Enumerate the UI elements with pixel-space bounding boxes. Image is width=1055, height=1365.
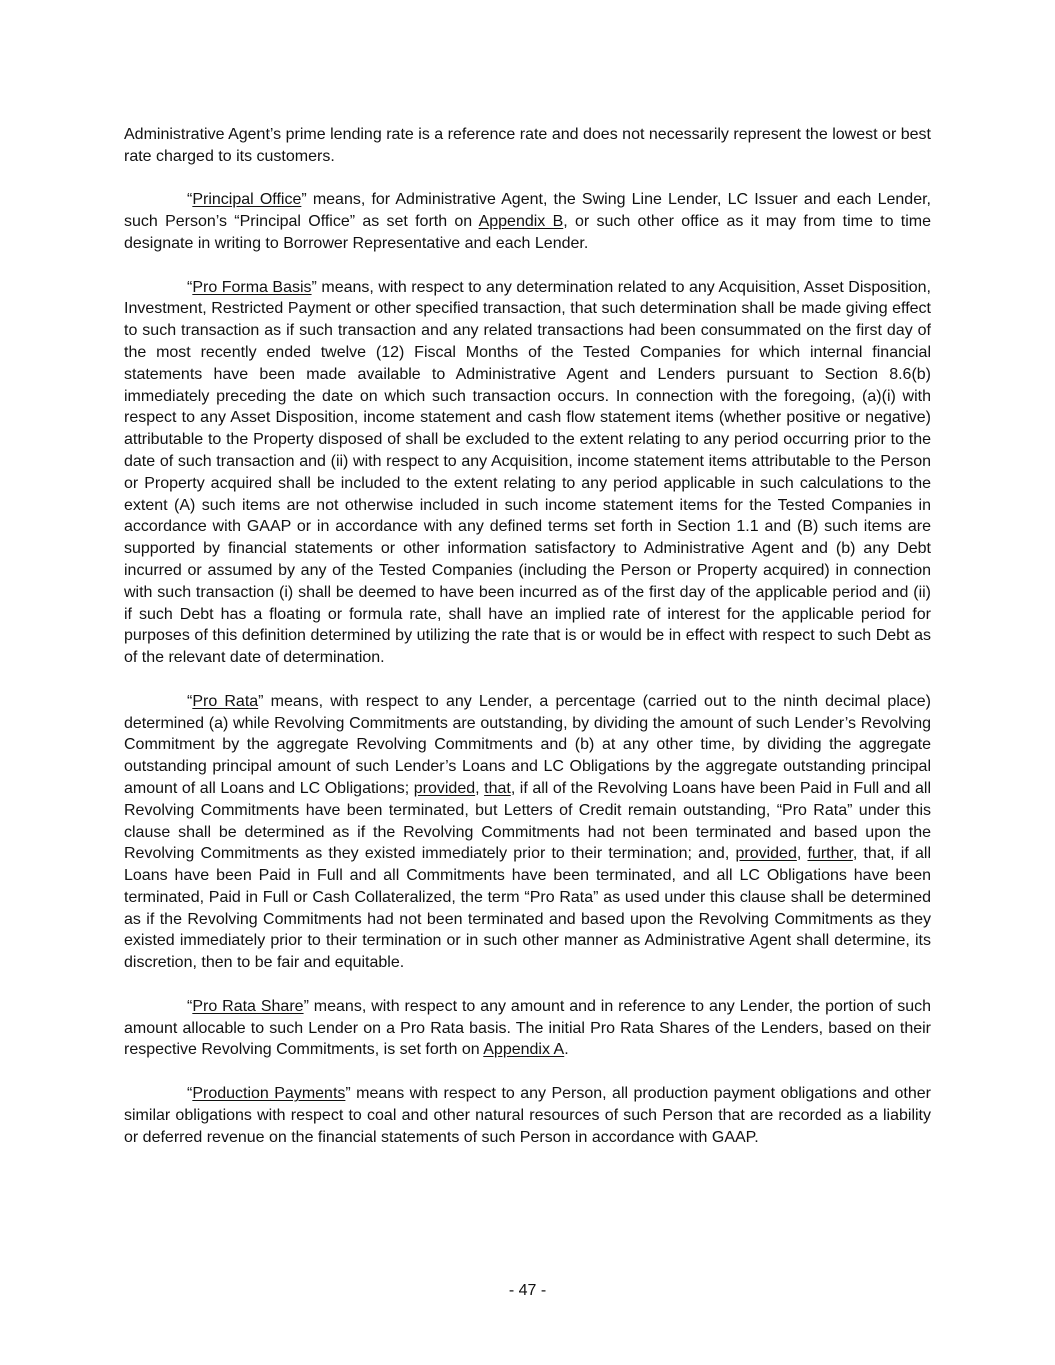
proviso-that: that (484, 779, 511, 797)
open-quote: “ (187, 1085, 193, 1103)
separator: , (475, 779, 485, 797)
defined-term-pro-rata: Pro Rata (192, 692, 259, 710)
defined-term-production-payments: Production Payments (192, 1085, 346, 1103)
definition-production-payments (124, 1083, 931, 1148)
definition-text: . (564, 1041, 569, 1059)
definition-text: ” means, with respect to any determination related to any Acquisition, Asset Disposition, Investment, Restricted Payment or other specified transaction, that such determination shall be made giving effect to such transaction as if such transaction and any related transactions had been consummated on the first day of the most recently ended twelve (12) Fiscal Months of the Tested Companies for which internal financial statements have been made available to Administrative Agent and Lenders pursuant to Section 8.6(b) immediately preceding the date on which such transaction occurs. In connection with the foregoing, (a)(i) with respect to any Asset Disposition, income statement and cash flow statement items (whether positive or negative) attributable to the Property disposed of shall be excluded to the extent relating to any period occurring prior to the date of such transaction and (ii) with respect to any Acquisition, income statement items attributable to the Person or Property acquired shall be included to the extent relating to any period applicable in such calculations to the extent (A) such items are not otherwise included in such income statement items for the Tested Companies in accordance with GAAP or in accordance with any defined terms set forth in Section 1.1 and (B) such items are supported by financial statements or other information satisfactory to Administrative Agent and (b) any Debt incurred or assumed by any of the Tested Companies (including the Person or Property acquired) in connection with such transaction (i) shall be deemed to have been incurred as of the first day of the applicable period and (ii) if such Debt has a floating or formula rate, shall have an implied rate of interest for the applicable period for purposes of this definition determined by utilizing the rate that is or would be in effect with respect to such Debt as of the relevant date of determination. (124, 278, 931, 667)
definition-pro-rata-share (124, 996, 931, 1061)
definition-text: , or such other office as it may from time to time designate in writing to Borrower Representative and each Lender. (124, 213, 931, 252)
open-quote: “ (187, 278, 193, 296)
definition-principal-office (124, 189, 931, 254)
proviso-provided: provided (413, 779, 476, 797)
appendix-a-reference: Appendix A (483, 1041, 565, 1059)
definition-text: ” means, for Administrative Agent, the Swing Line Lender, LC Issuer and each Lender, such Person’s “Principal Office” as set forth on (124, 191, 931, 231)
definition-text: , that, if all Loans have been Paid in Full and all Commitments have been terminated, and all LC Obligations have been terminated, Paid in Full or Cash Collateralized, the term “Pro Rata” as used under this clause shall be determined as if the Revolving Commitments had not been terminated and based upon the Revolving Commitments as they existed immediately prior to their termination or in such other manner as Administrative Agent shall determine, its discretion, then to be fair and equitable. (124, 845, 932, 972)
appendix-b-reference: Appendix B (478, 213, 564, 231)
defined-term-principal-office: Principal Office (192, 191, 302, 209)
definition-text: ” means, with respect to any amount and in reference to any Lender, the portion of such amount allocable to such Lender on a Pro Rata basis. The initial Pro Rata Shares of the Lenders, based on their respective Revolving Commitments, is set forth on (124, 997, 932, 1059)
intro-text: Administrative Agent’s prime lending rate is a reference rate and does not necessarily represent the lowest or best rate charged to its customers. (124, 126, 931, 165)
proviso-further: further (807, 845, 853, 863)
definition-text: , if all of the Revolving Loans have been Paid in Full and all Revolving Commitments have been terminated, but Letters of Credit remain outstanding, “Pro Rata” under this clause shall be determined as if the Revolving Commitments had not been terminated and based upon the Revolving Commitments as they existed immediately prior to their termination; and, (124, 779, 931, 863)
page-number: - 47 - (508, 1282, 547, 1299)
defined-term-pro-rata-share: Pro Rata Share (192, 997, 304, 1015)
open-quote: “ (187, 997, 193, 1015)
defined-term-pro-forma-basis: Pro Forma Basis (192, 278, 312, 296)
intro-paragraph (124, 124, 931, 168)
open-quote: “ (187, 692, 193, 710)
open-quote: “ (187, 191, 193, 209)
definition-text: ” means, with respect to any Lender, a percentage (carried out to the ninth decimal place) determined (a) while Revolving Commitments are outstanding, by dividing the amount of such Lender’s Revolving Commitment by the aggregate Revolving Commitments and (b) at any other time, by dividing the aggregate outstanding principal amount of such Lender’s Loans and LC Obligations by the aggregate outstanding principal amount of all Loans and LC Obligations; (124, 692, 931, 797)
definition-pro-forma-basis (124, 277, 931, 669)
document-body (124, 124, 931, 1170)
definition-text: ” means with respect to any Person, all production payment obligations and other similar obligations with respect to coal and other natural resources of such Person that are recorded as a liability or deferred revenue on the financial statements of such Person in accordance with GAAP. (124, 1085, 932, 1146)
definition-pro-rata (124, 691, 931, 974)
separator: , (796, 845, 808, 863)
proviso-provided: provided (735, 845, 797, 863)
